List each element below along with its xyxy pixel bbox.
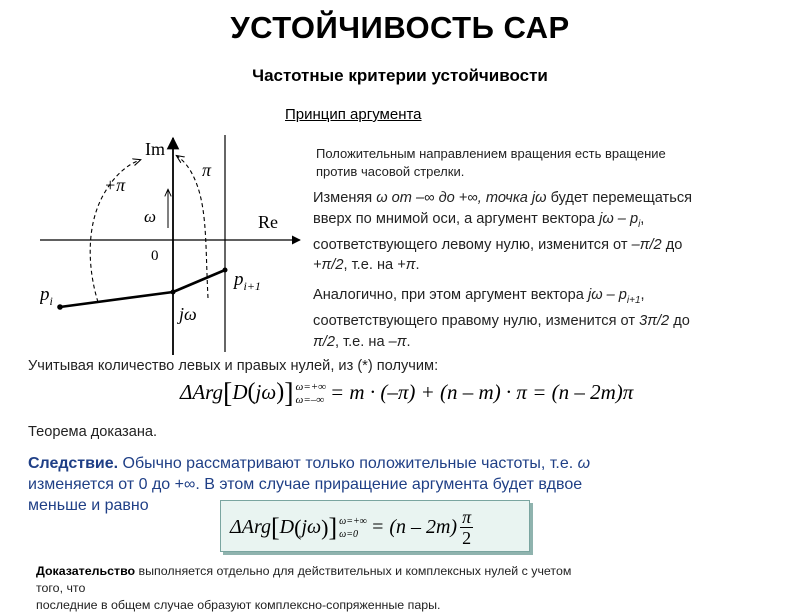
point-right-zero — [223, 268, 228, 273]
counting-line: Учитывая количество левых и правых нулей, из (*) получим: — [28, 358, 439, 374]
page-subtitle: Частотные критерии устойчивости — [252, 66, 548, 85]
theorem-done: Теорема доказана. — [28, 424, 158, 440]
formula-main: ΔArg[D(jω)] ω=+∞ ω=–∞ = m · (–π) + (n – m) · π = (n – 2m)π — [180, 378, 634, 409]
rotation-paragraph: Положительным направлением вращения есть вращение против часовой стрелки. — [316, 146, 666, 179]
plus-pi-label: +π — [104, 175, 126, 195]
right-zero-label: $p_{i+1}$ — [234, 269, 261, 293]
formula-corollary: ΔArg [ D ( j ω ) ] ω=+∞ ω=0 = (n – 2m) π 2 — [230, 507, 472, 548]
vector-left — [60, 292, 173, 307]
left-zero-label: $p_i$ — [40, 284, 53, 308]
right-zero-paragraph: Аналогично, при этом аргумент вектора jω – $p_{i+1}$, соответствующего правому нулю, изменится от 3π/2 до π/2, т.е. на –π. — [313, 287, 690, 350]
re-label: Re — [258, 212, 278, 232]
page-title: УСТОЙЧИВОСТЬ САР — [230, 10, 570, 45]
point-left-zero — [57, 304, 63, 310]
section-heading: Принцип аргумента — [285, 106, 422, 123]
footer-note: Доказательство выполняется отдельно для действительных и комплексных нулей с учетом того, что последние в общем случае образуют комплексно-сопряженные пары. — [36, 564, 572, 612]
im-label: Im — [145, 139, 165, 159]
left-zero-paragraph: Изменяя ω от –∞ до +∞, точка jω будет перемещаться вверх по мнимой оси, а аргумент вектора jω – $p_i$, соответствующего левому нулю, изменится от –π/2 до +π/2, т.е. на +π. — [313, 190, 693, 274]
omega-label: ω — [144, 207, 157, 226]
origin-label: 0 — [151, 248, 159, 264]
point-jomega — [171, 290, 176, 295]
pi-label: π — [202, 160, 212, 180]
complex-plane-diagram — [40, 130, 315, 360]
vector-right — [173, 270, 225, 292]
corollary-paragraph: Следствие. Обычно рассматривают только положительные частоты, т.е. ω изменяется от 0 до +∞. В этом случае приращение аргумента будет вдвое меньше и равно — [28, 455, 591, 514]
jomega-label: jω — [179, 304, 197, 324]
